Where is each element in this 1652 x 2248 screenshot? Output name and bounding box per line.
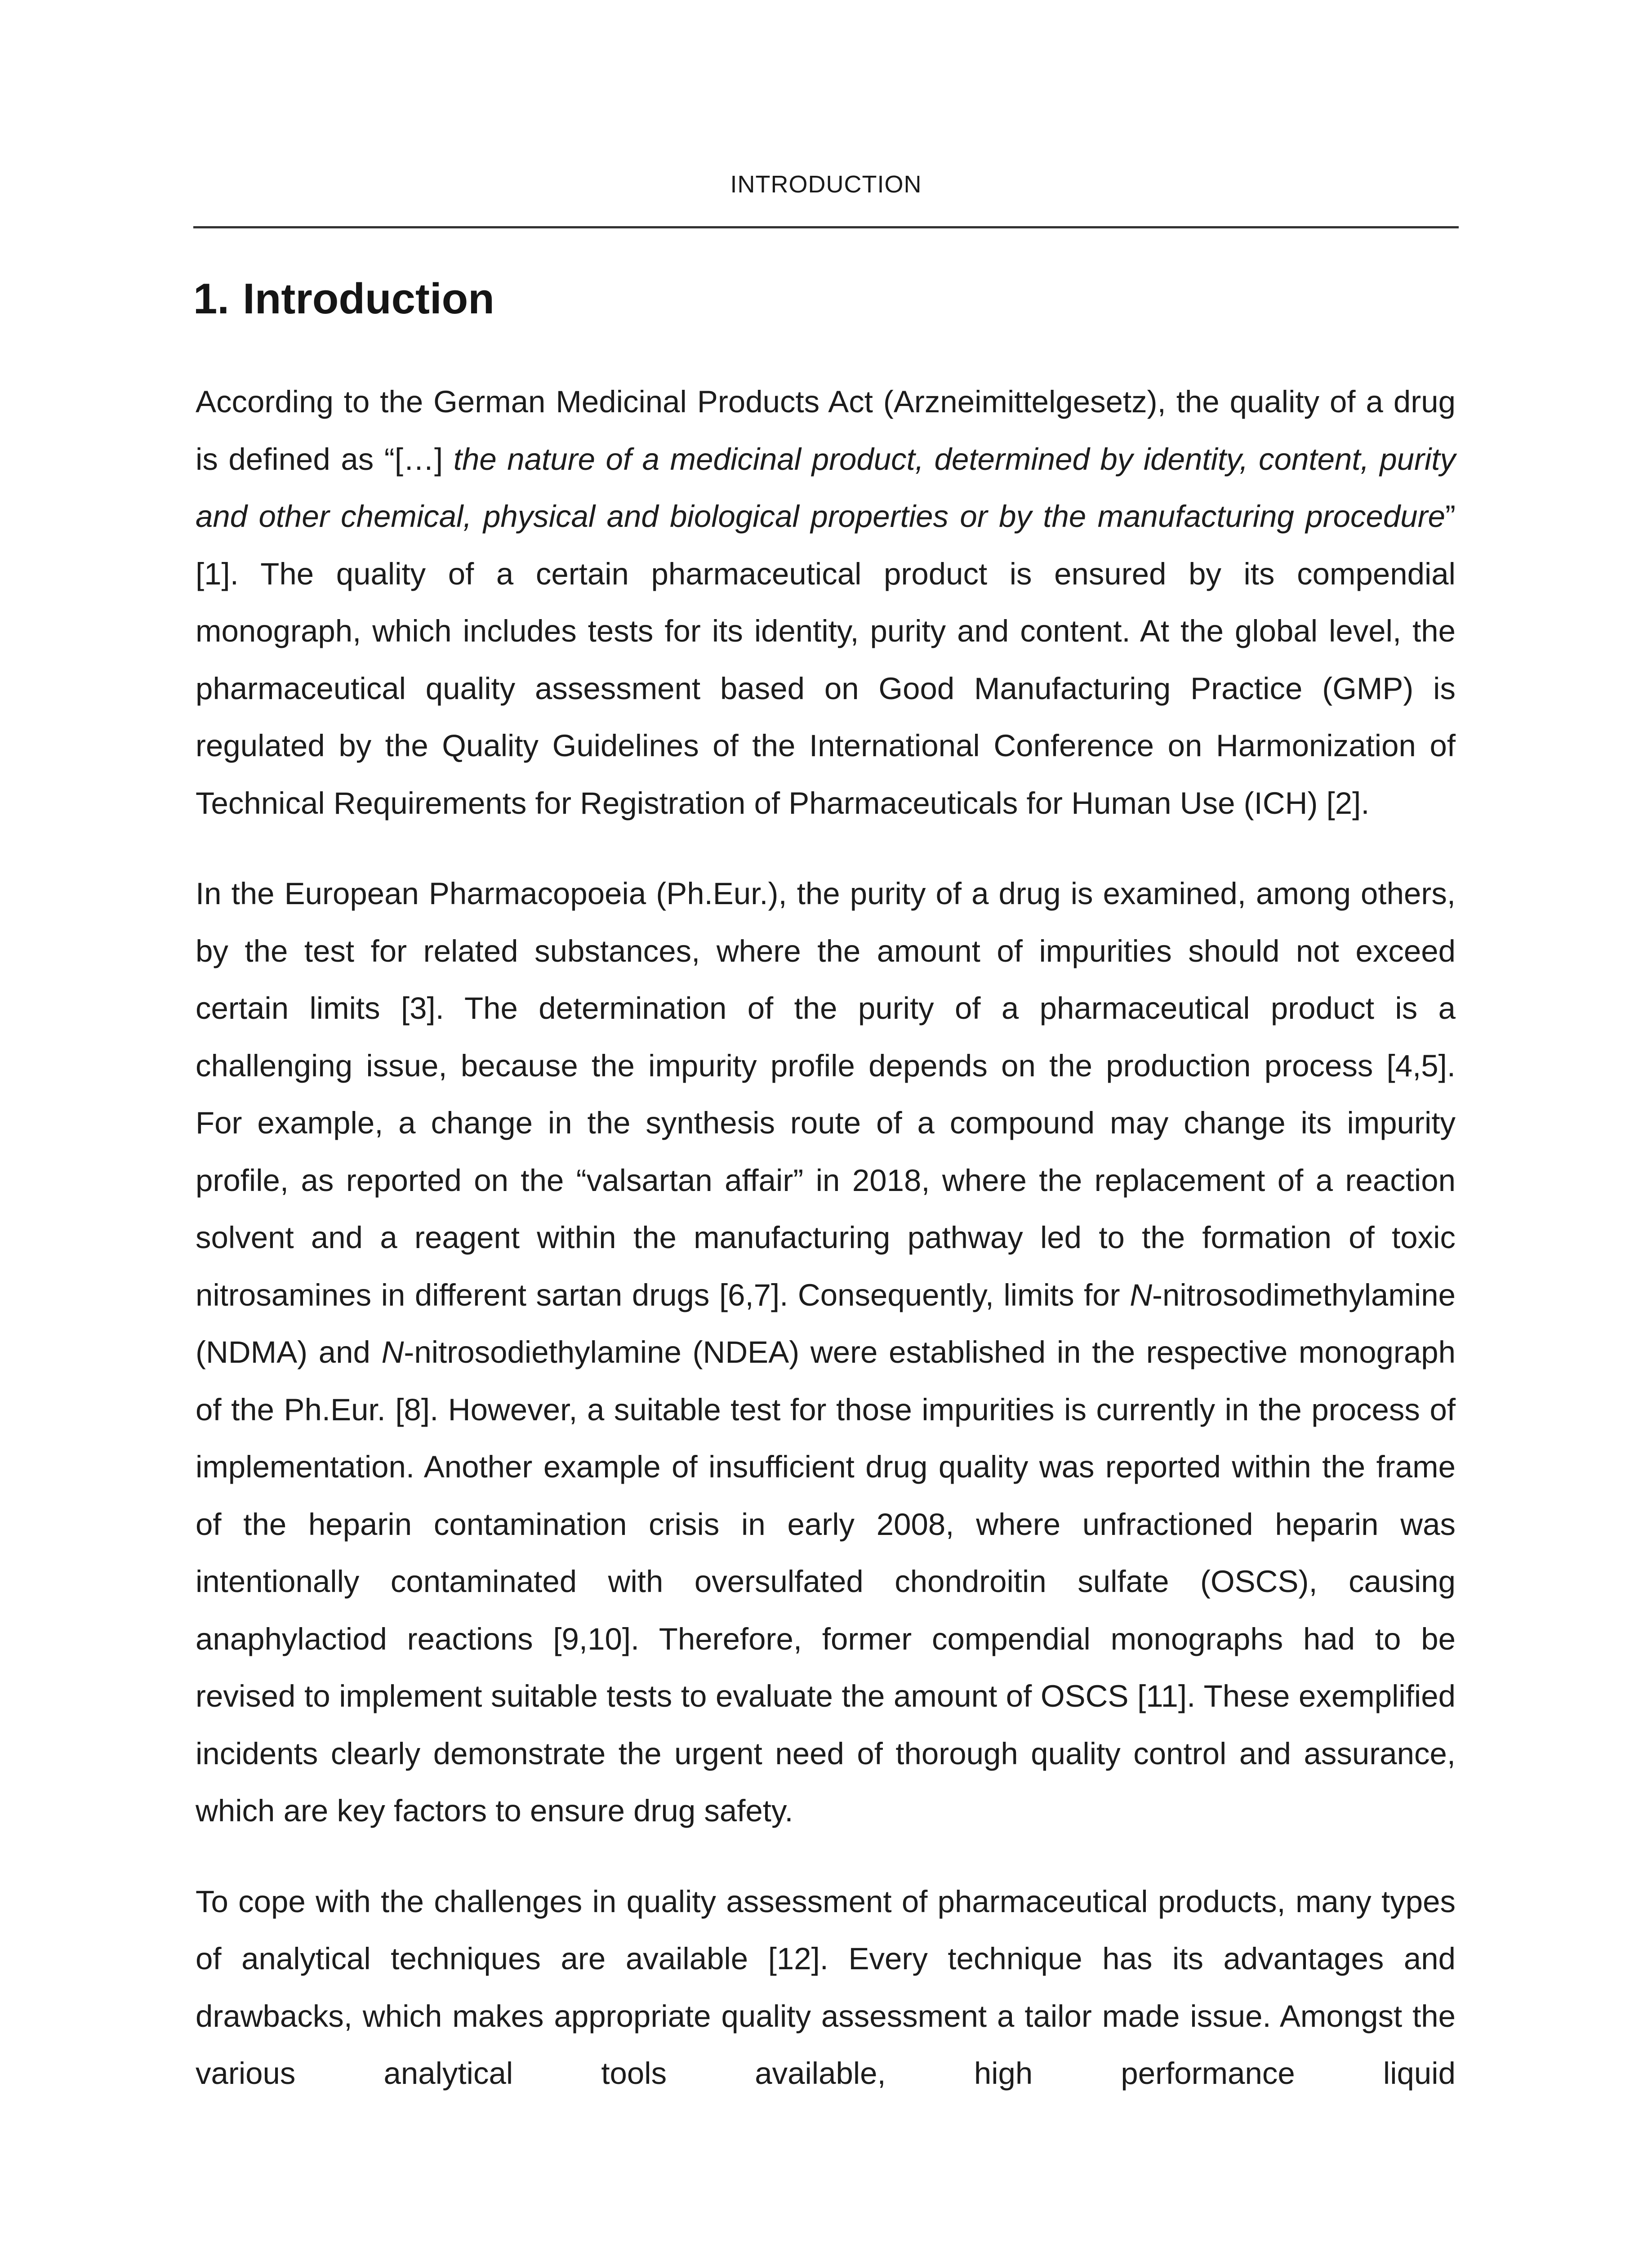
paragraph-text: -nitrosodimethylamine (NDMA) and bbox=[196, 1277, 1456, 1369]
chapter-number: 1. bbox=[193, 275, 230, 323]
paragraph-text: According to the German Medicinal Products Act (Arzneimittelgesetz), the quality of a drug is defined as “[…] bbox=[196, 384, 1456, 477]
chapter-title-text: Introduction bbox=[243, 275, 494, 323]
paragraph-text: ” [1]. The quality of a certain pharmaceutical product is ensured by its compendial monograph, which includes tests for its identity, purity and content. At the global level, the pharmaceutical quality assessment based on Good Manufacturing Practice (GMP) is regulated by the Quality Guidelines of the International Conference on Harmonization of Technical Requirements for Registration of Pharmaceuticals for Human Use (ICH) [2]. bbox=[196, 499, 1456, 821]
chapter-title bbox=[193, 265, 494, 333]
quote-italic: the nature of a medicinal product, determined by identity, content, purity and other chemical, physical and biological properties or by the manufacturing procedure bbox=[196, 442, 1456, 534]
paragraph-text: -nitrosodiethylamine (NDEA) were established in the respective monograph of the Ph.Eur. [8]. However, a suitable test for those impurities is currently in the process of implementation. Another example of insufficient drug quality was reported within the frame of the heparin contamination crisis in early 2008, where unfractioned heparin was intentionally contaminated with oversulfated chondroitin sulfate (OSCS), causing anaphylactiod reactions [9,10]. Therefore, former compendial monographs had to be revised to implement suitable tests to evaluate the amount of OSCS [11]. These exemplified incidents clearly demonstrate the urgent need of thorough quality control and assurance, which are key factors to ensure drug safety. bbox=[196, 1335, 1456, 1828]
paragraph-analytical-techniques bbox=[196, 1873, 1456, 2102]
italic-n: N bbox=[1130, 1277, 1153, 1312]
paragraph-text: In the European Pharmacopoeia (Ph.Eur.), the purity of a drug is examined, among others, by the test for related substances, where the amount of impurities should not exceed certain limits [3]. The determination of the purity of a pharmaceutical product is a challenging issue, because the impurity profile depends on the production process [4,5]. For example, a change in the synthesis route of a compound may change its impurity profile, as reported on the “valsartan affair” in 2018, where the replacement of a reaction solvent and a reagent within the manufacturing pathway led to the formation of toxic nitrosamines in different sartan drugs [6,7]. Consequently, limits for bbox=[196, 876, 1456, 1312]
italic-n: N bbox=[381, 1335, 404, 1369]
paragraph-purity-examples bbox=[196, 865, 1456, 1840]
paragraph-quality-definition bbox=[196, 373, 1456, 832]
body-text bbox=[196, 373, 1456, 2102]
paragraph-text: To cope with the challenges in quality assessment of pharmaceutical products, many types of analytical techniques are available [12]. Every technique has its advantages and drawbacks, which makes appropriate quality assessment a tailor made issue. Amongst the various analytical tools available, high performance liquid bbox=[196, 1884, 1456, 2091]
running-header: INTRODUCTION bbox=[730, 171, 922, 198]
header-rule bbox=[193, 226, 1459, 228]
